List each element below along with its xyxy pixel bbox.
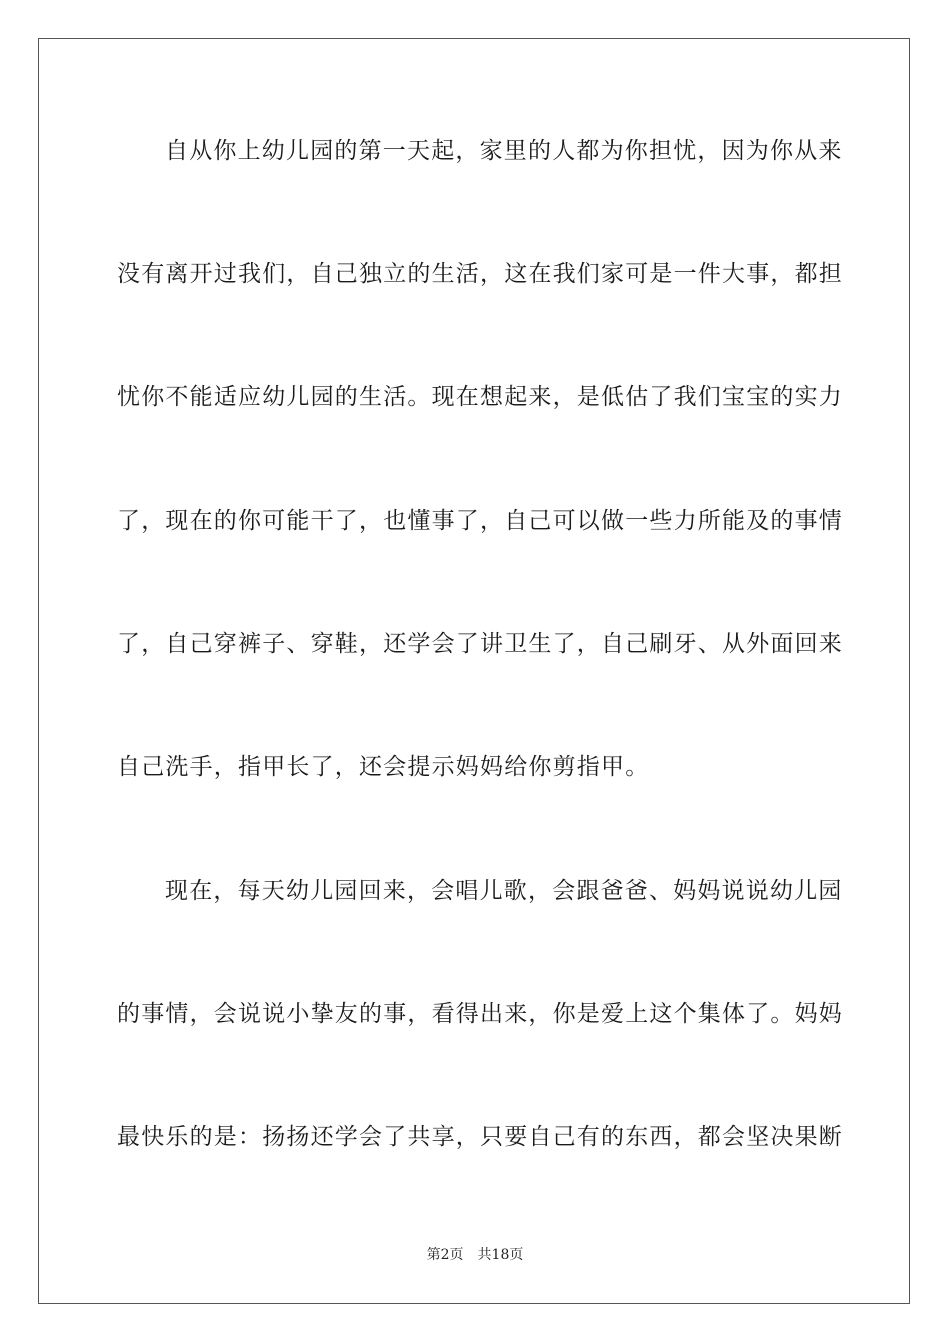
page-border [38, 38, 910, 1304]
paragraph-line: 现在，每天幼儿园回来，会唱儿歌，会跟爸爸、妈妈说说幼儿园 [165, 878, 843, 904]
paragraph-line: 没有离开过我们，自己独立的生活，这在我们家可是一件大事，都担 [117, 261, 843, 287]
page-number: 第2页 [426, 1247, 464, 1263]
paragraph-line: 最快乐的是：扬扬还学会了共享，只要自己有的东西，都会坚决果断 [117, 1124, 843, 1150]
paragraph-line: 自从你上幼儿园的第一天起，家里的人都为你担忧，因为你从来 [165, 138, 843, 164]
page-footer [0, 1246, 950, 1264]
paragraph-line: 了，自己穿裤子、穿鞋，还学会了讲卫生了，自己刷牙、从外面回来 [117, 631, 843, 657]
paragraph-line: 了，现在的你可能干了，也懂事了，自己可以做一些力所能及的事情 [117, 508, 843, 534]
paragraph-line: 的事情，会说说小挚友的事，看得出来，你是爱上这个集体了。妈妈 [117, 1001, 843, 1027]
paragraph-line: 自己洗手，指甲长了，还会提示妈妈给你剪指甲。 [117, 754, 650, 780]
paragraph-line: 忧你不能适应幼儿园的生活。现在想起来，是低估了我们宝宝的实力 [117, 384, 843, 410]
page-total: 共18页 [477, 1247, 524, 1263]
